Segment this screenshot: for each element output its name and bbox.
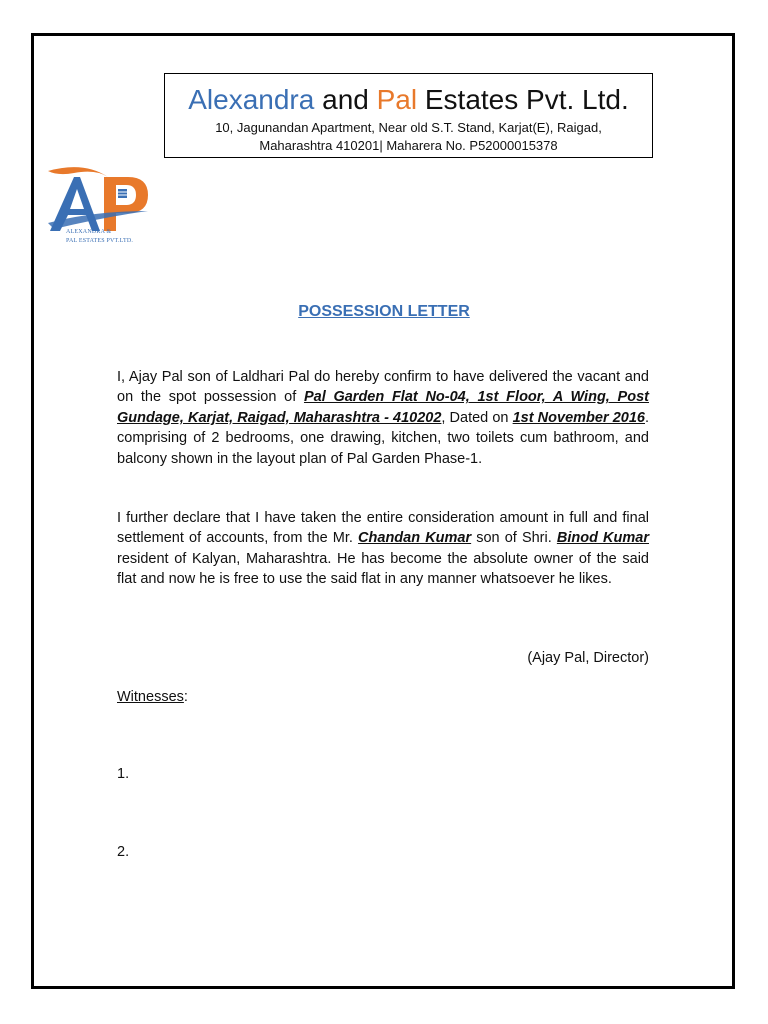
logo-caption: ALEXANDRA & PAL ESTATES PVT.LTD. [66, 229, 134, 244]
buyer-father-name: Binod Kumar [556, 530, 649, 547]
paragraph-possession: I, Ajay Pal son of Laldhari Pal do hereby confirm to have delivered the vacant and on the spot possession of Pal Garden Flat No-04, 1st Floor, A Wing, Post Gundage, Karjat, Raigad, Maharashtra - 410202, Dated on 1st November 2016. comprising of 2 bedrooms, one drawing, kitchen, two toilets cum bathroom, and balcony shown in the layout plan of Pal Garden Phase-1. [117, 369, 650, 467]
company-address: 10, Jagunandan Apartment, Near old S.T. Stand, Karjat(E), Raigad, Maharashtra 410201| Maharera No. P52000015378 [215, 120, 602, 153]
property-address: Pal Garden Flat No-04, 1st Floor, A Wing, Post Gundage, Karjat, Raigad, Maharashtra - 410202 [117, 389, 649, 426]
letter-title: POSSESSION LETTER [298, 303, 470, 320]
witnesses-heading: Witnesses: [117, 689, 188, 705]
witness-1: 1. [117, 766, 130, 782]
company-name: Alexandra and Pal Estates Pvt. Ltd. [188, 84, 629, 115]
buyer-name: Chandan Kumar [358, 530, 472, 547]
witness-2: 2. [117, 844, 130, 860]
letterhead [164, 73, 653, 158]
paragraph-declaration: I further declare that I have taken the entire consideration amount in full and final settlement of accounts, from the Mr. Chandan Kumar son of Shri. Binod Kumar resident of Kalyan, Maharashtra. He has become the absolute owner of the said flat and now he is free to use the said flat in any manner whatsoever he likes. [117, 510, 649, 588]
possession-date: 1st November 2016 [512, 409, 645, 426]
signatory: (Ajay Pal, Director) [527, 650, 649, 666]
